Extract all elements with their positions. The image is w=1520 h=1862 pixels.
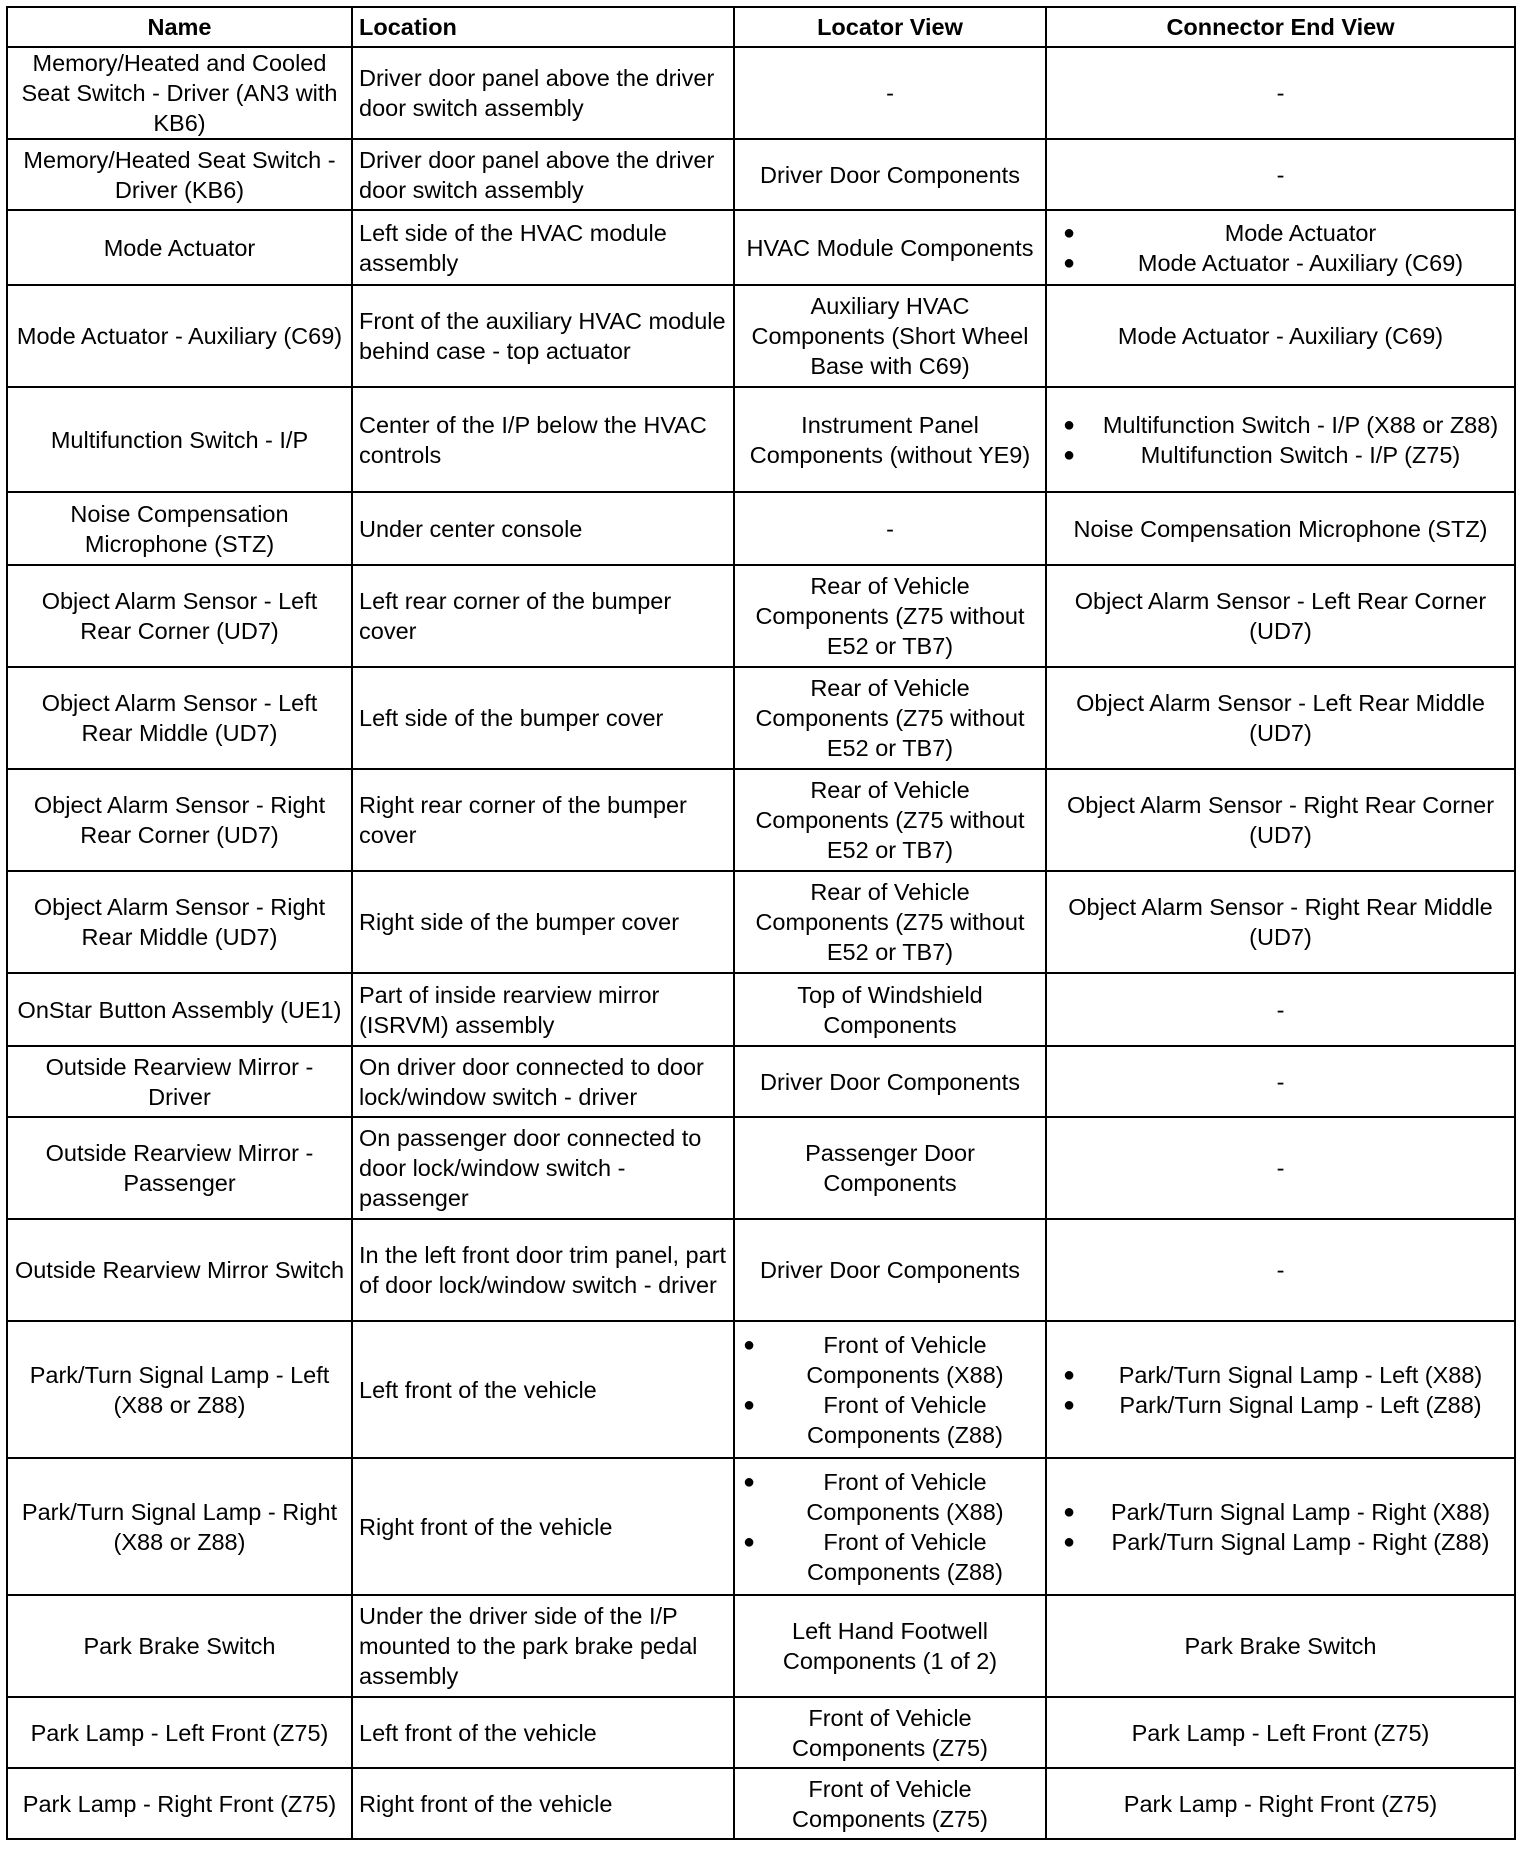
cell-locator-view: Left Hand Footwell Components (1 of 2) — [734, 1595, 1046, 1697]
bullet-item: ● Front of Vehicle Components (X88) — [741, 1330, 1039, 1390]
cell-location: Right front of the vehicle — [352, 1458, 734, 1595]
bullet-list — [1053, 410, 1508, 470]
cell-connector-end-view: - — [1046, 1117, 1515, 1219]
cell-name: Mode Actuator — [7, 210, 352, 285]
table-row — [7, 565, 1515, 667]
cell-connector-end-view: Park Lamp - Right Front (Z75) — [1046, 1768, 1515, 1839]
cell-connector-end-view: - — [1046, 1219, 1515, 1321]
table-row — [7, 1768, 1515, 1839]
cell-location: Right side of the bumper cover — [352, 871, 734, 973]
table-row — [7, 973, 1515, 1046]
cell-connector-end-view: Noise Compensation Microphone (STZ) — [1046, 492, 1515, 565]
cell-location: Left side of the HVAC module assembly — [352, 210, 734, 285]
cell-locator-view: Top of Windshield Components — [734, 973, 1046, 1046]
cell-locator-view: HVAC Module Components — [734, 210, 1046, 285]
table-row — [7, 1458, 1515, 1595]
cell-location: Under center console — [352, 492, 734, 565]
header-locator-view: Locator View — [734, 7, 1046, 47]
cell-location: On driver door connected to door lock/window switch - driver — [352, 1046, 734, 1117]
cell-connector-end-view: Park Brake Switch — [1046, 1595, 1515, 1697]
bullet-item: ● Front of Vehicle Components (X88) — [741, 1467, 1039, 1527]
cell-locator-view: Rear of Vehicle Components (Z75 without E52 or TB7) — [734, 769, 1046, 871]
cell-connector-end-view: Object Alarm Sensor - Right Rear Corner (UD7) — [1046, 769, 1515, 871]
cell-location: Driver door panel above the driver door switch assembly — [352, 47, 734, 139]
cell-locator-view: Rear of Vehicle Components (Z75 without E52 or TB7) — [734, 667, 1046, 769]
cell-locator-view: Driver Door Components — [734, 1046, 1046, 1117]
cell-location: Right front of the vehicle — [352, 1768, 734, 1839]
cell-locator-view — [734, 1321, 1046, 1458]
cell-connector-end-view: - — [1046, 1046, 1515, 1117]
cell-name: Object Alarm Sensor - Right Rear Middle (UD7) — [7, 871, 352, 973]
cell-name: Park/Turn Signal Lamp - Left (X88 or Z88) — [7, 1321, 352, 1458]
bullet-item: ● Multifunction Switch - I/P (Z75) — [1053, 440, 1508, 470]
cell-name: Park/Turn Signal Lamp - Right (X88 or Z88) — [7, 1458, 352, 1595]
cell-connector-end-view: Mode Actuator - Auxiliary (C69) — [1046, 285, 1515, 387]
cell-location: Right rear corner of the bumper cover — [352, 769, 734, 871]
cell-name: OnStar Button Assembly (UE1) — [7, 973, 352, 1046]
cell-locator-view — [734, 1458, 1046, 1595]
table-row — [7, 1046, 1515, 1117]
table-row — [7, 47, 1515, 139]
cell-name: Park Brake Switch — [7, 1595, 352, 1697]
bullet-item: ● Park/Turn Signal Lamp - Left (Z88) — [1053, 1390, 1508, 1420]
cell-location: Under the driver side of the I/P mounted to the park brake pedal assembly — [352, 1595, 734, 1697]
cell-locator-view: Front of Vehicle Components (Z75) — [734, 1697, 1046, 1768]
bullet-list — [1053, 1497, 1508, 1557]
cell-name: Park Lamp - Right Front (Z75) — [7, 1768, 352, 1839]
table-row — [7, 1321, 1515, 1458]
bullet-list — [1053, 218, 1508, 278]
table-row — [7, 1219, 1515, 1321]
cell-locator-view: Rear of Vehicle Components (Z75 without E52 or TB7) — [734, 565, 1046, 667]
cell-name: Outside Rearview Mirror - Driver — [7, 1046, 352, 1117]
cell-connector-end-view — [1046, 1321, 1515, 1458]
table-row — [7, 667, 1515, 769]
bullet-item: ● Mode Actuator - Auxiliary (C69) — [1053, 248, 1508, 278]
cell-locator-view: Instrument Panel Components (without YE9) — [734, 387, 1046, 492]
bullet-item: ● Front of Vehicle Components (Z88) — [741, 1390, 1039, 1450]
cell-locator-view: Driver Door Components — [734, 139, 1046, 210]
header-name: Name — [7, 7, 352, 47]
table-row — [7, 769, 1515, 871]
cell-name: Object Alarm Sensor - Right Rear Corner (UD7) — [7, 769, 352, 871]
bullet-item: ● Park/Turn Signal Lamp - Right (X88) — [1053, 1497, 1508, 1527]
cell-connector-end-view — [1046, 1458, 1515, 1595]
cell-locator-view: Passenger Door Components — [734, 1117, 1046, 1219]
cell-location: Front of the auxiliary HVAC module behind case - top actuator — [352, 285, 734, 387]
cell-name: Object Alarm Sensor - Left Rear Corner (UD7) — [7, 565, 352, 667]
component-locator-table — [6, 6, 1516, 1840]
bullet-item: ● Mode Actuator — [1053, 218, 1508, 248]
cell-location: Driver door panel above the driver door switch assembly — [352, 139, 734, 210]
table-row — [7, 1697, 1515, 1768]
cell-connector-end-view — [1046, 210, 1515, 285]
cell-name: Park Lamp - Left Front (Z75) — [7, 1697, 352, 1768]
table-row — [7, 871, 1515, 973]
table-row — [7, 1595, 1515, 1697]
cell-name: Noise Compensation Microphone (STZ) — [7, 492, 352, 565]
cell-locator-view: Front of Vehicle Components (Z75) — [734, 1768, 1046, 1839]
cell-location: Left front of the vehicle — [352, 1321, 734, 1458]
cell-name: Memory/Heated and Cooled Seat Switch - Driver (AN3 with KB6) — [7, 47, 352, 139]
bullet-item: ● Front of Vehicle Components (Z88) — [741, 1527, 1039, 1587]
bullet-item: ● Park/Turn Signal Lamp - Left (X88) — [1053, 1360, 1508, 1390]
cell-connector-end-view: Object Alarm Sensor - Left Rear Middle (UD7) — [1046, 667, 1515, 769]
table-row — [7, 387, 1515, 492]
cell-locator-view: Auxiliary HVAC Components (Short Wheel Base with C69) — [734, 285, 1046, 387]
table-row — [7, 210, 1515, 285]
cell-connector-end-view: Park Lamp - Left Front (Z75) — [1046, 1697, 1515, 1768]
cell-name: Object Alarm Sensor - Left Rear Middle (UD7) — [7, 667, 352, 769]
table-row — [7, 139, 1515, 210]
cell-locator-view: - — [734, 47, 1046, 139]
cell-location: Left rear corner of the bumper cover — [352, 565, 734, 667]
cell-location: Center of the I/P below the HVAC controls — [352, 387, 734, 492]
cell-name: Multifunction Switch - I/P — [7, 387, 352, 492]
cell-location: Left side of the bumper cover — [352, 667, 734, 769]
cell-connector-end-view: Object Alarm Sensor - Left Rear Corner (UD7) — [1046, 565, 1515, 667]
bullet-list — [1053, 1360, 1508, 1420]
cell-connector-end-view: - — [1046, 139, 1515, 210]
cell-connector-end-view: - — [1046, 47, 1515, 139]
cell-location: Part of inside rearview mirror (ISRVM) assembly — [352, 973, 734, 1046]
cell-locator-view: Driver Door Components — [734, 1219, 1046, 1321]
cell-location: In the left front door trim panel, part of door lock/window switch - driver — [352, 1219, 734, 1321]
cell-name: Mode Actuator - Auxiliary (C69) — [7, 285, 352, 387]
table-row — [7, 285, 1515, 387]
cell-name: Memory/Heated Seat Switch - Driver (KB6) — [7, 139, 352, 210]
bullet-list — [741, 1467, 1039, 1587]
cell-connector-end-view: Object Alarm Sensor - Right Rear Middle (UD7) — [1046, 871, 1515, 973]
cell-connector-end-view — [1046, 387, 1515, 492]
cell-location: On passenger door connected to door lock/window switch - passenger — [352, 1117, 734, 1219]
cell-name: Outside Rearview Mirror - Passenger — [7, 1117, 352, 1219]
bullet-item: ● Multifunction Switch - I/P (X88 or Z88) — [1053, 410, 1508, 440]
cell-name: Outside Rearview Mirror Switch — [7, 1219, 352, 1321]
header-location: Location — [352, 7, 734, 47]
cell-locator-view: - — [734, 492, 1046, 565]
cell-location: Left front of the vehicle — [352, 1697, 734, 1768]
header-connector-end-view: Connector End View — [1046, 7, 1515, 47]
cell-connector-end-view: - — [1046, 973, 1515, 1046]
table-row — [7, 1117, 1515, 1219]
cell-locator-view: Rear of Vehicle Components (Z75 without E52 or TB7) — [734, 871, 1046, 973]
bullet-item: ● Park/Turn Signal Lamp - Right (Z88) — [1053, 1527, 1508, 1557]
bullet-list — [741, 1330, 1039, 1450]
table-header-row — [7, 7, 1515, 47]
component-locator-table-wrapper — [6, 6, 1514, 1840]
table-row — [7, 492, 1515, 565]
